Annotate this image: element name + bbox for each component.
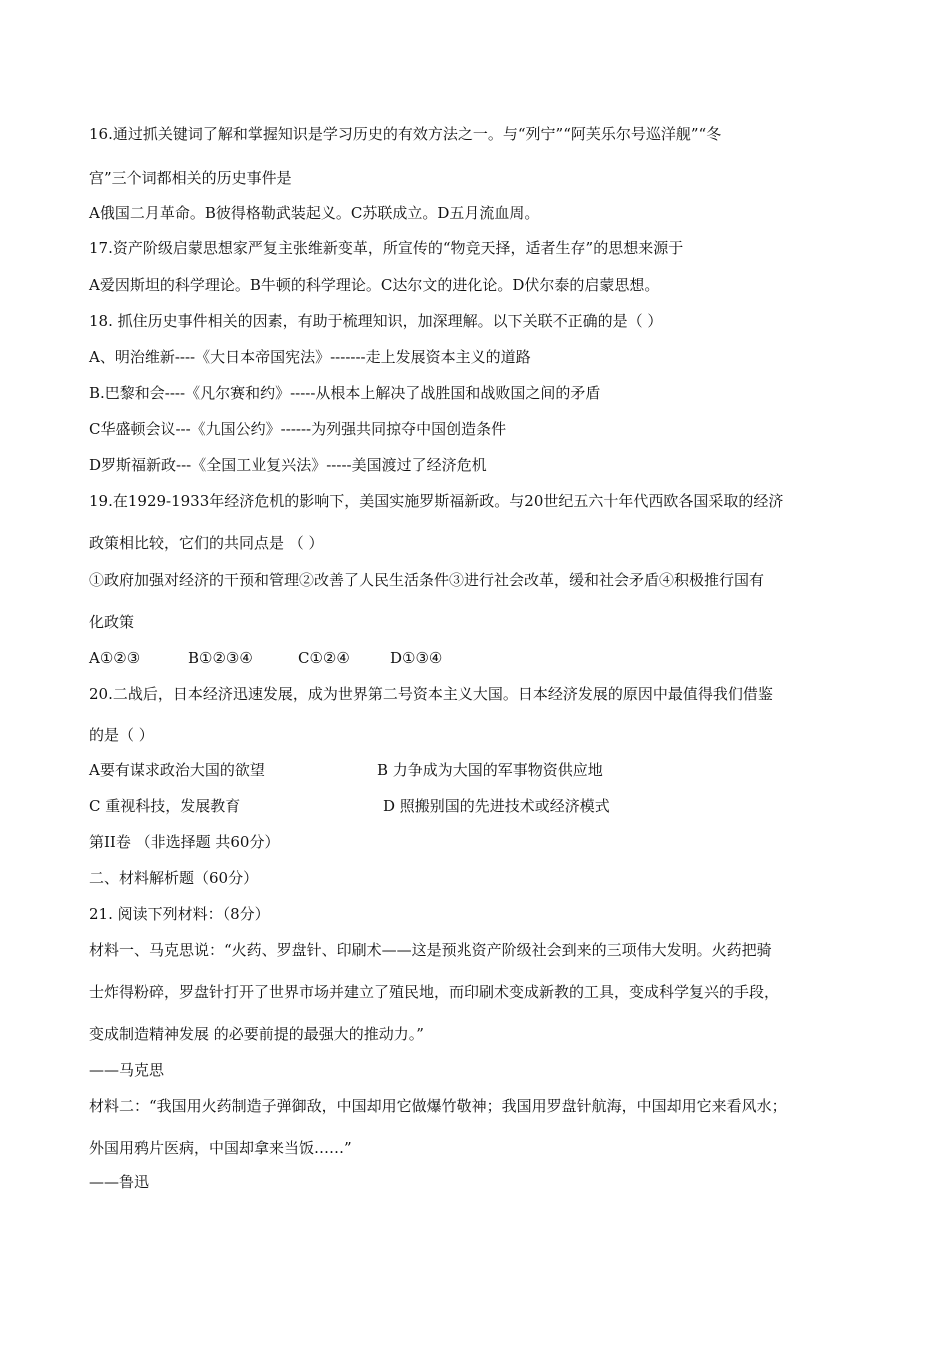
- q20-option-b: B 力争成为大国的军事物资供应地: [377, 761, 603, 779]
- q20-stem-line1: 20.二战后，日本经济迅速发展，成为世界第二号资本主义大国。日本经济发展的原因中最值得我们借鉴: [89, 685, 773, 703]
- q21-material1-line2: 士炸得粉碎，罗盘针打开了世界市场并建立了殖民地，而印刷术变成新教的工具，变成科学复兴的手段，: [89, 983, 780, 1001]
- q17-options: A爱因斯坦的科学理论。B牛顿的科学理论。C达尔文的进化论。D伏尔泰的启蒙思想。: [89, 276, 660, 294]
- q19-option-c: C①②④: [298, 649, 350, 667]
- q21-material2-source: ——鲁迅: [89, 1173, 150, 1191]
- q20-option-d: D 照搬别国的先进技术或经济模式: [383, 797, 610, 815]
- q19-option-a: A①②③: [89, 649, 141, 667]
- q18-option-c: C华盛顿会议---《九国公约》------为列强共同掠夺中国创造条件: [89, 420, 507, 438]
- q16-stem-line2: 宫”三个词都相关的历史事件是: [89, 169, 292, 187]
- q18-option-d: D罗斯福新政---《全国工业复兴法》-----美国渡过了经济危机: [89, 456, 487, 474]
- q18-option-a: A、明治维新----《大日本帝国宪法》-------走上发展资本主义的道路: [89, 348, 531, 366]
- volume-two-heading: 第II卷 （非选择题 共60分）: [89, 833, 280, 851]
- section-two-heading: 二、材料解析题（60分）: [89, 869, 259, 887]
- q19-option-b: B①②③④: [188, 649, 253, 667]
- q19-stem-line2: 政策相比较，它们的共同点是 （ ）: [89, 534, 324, 552]
- q21-material1-source: ——马克思: [89, 1061, 165, 1079]
- q19-stem-line1: 19.在1929-1933年经济危机的影响下，美国实施罗斯福新政。与20世纪五六十年代西欧各国采取的经济: [89, 492, 784, 510]
- q21-material1-line1: 材料一、马克思说：“火药、罗盘针、印刷术——这是预兆资产阶级社会到来的三项伟大发明。火药把骑: [89, 941, 772, 959]
- q16-options: A俄国二月革命。B彼得格勒武装起义。C苏联成立。D五月流血周。: [89, 204, 540, 222]
- q20-stem-line2: 的是（ ）: [89, 726, 154, 744]
- q21-material2-line1: 材料二：“我国用火药制造子弹御敌，中国却用它做爆竹敬神；我国用罗盘针航海，中国却用它来看风水；: [89, 1097, 787, 1115]
- q21-material2-line2: 外国用鸦片医病，中国却拿来当饭……”: [89, 1139, 352, 1157]
- q19-option-d: D①③④: [390, 649, 443, 667]
- q16-stem-line1: 16.通过抓关键词了解和掌握知识是学习历史的有效方法之一。与“列宁”“阿芙乐尔号巡洋舰”“冬: [89, 125, 722, 143]
- q21-material1-line3: 变成制造精神发展 的必要前提的最强大的推动力。”: [89, 1025, 424, 1043]
- q18-stem: 18. 抓住历史事件相关的因素，有助于梳理知识，加深理解。以下关联不正确的是（ ）: [89, 312, 663, 330]
- q20-option-a: A要有谋求政治大国的欲望: [89, 761, 265, 779]
- q20-option-c: C 重视科技，发展教育: [89, 797, 241, 815]
- q19-statements-line1: ①政府加强对经济的干预和管理②改善了人民生活条件③进行社会改革，缓和社会矛盾④积极推行国有: [89, 571, 765, 589]
- q19-statements-line2: 化政策: [89, 613, 135, 631]
- q18-option-b: B.巴黎和会----《凡尔赛和约》-----从根本上解决了战胜国和战败国之间的矛盾: [89, 384, 601, 402]
- q21-title: 21. 阅读下列材料：（8分）: [89, 905, 270, 923]
- q17-stem: 17.资产阶级启蒙思想家严复主张维新变革，所宣传的“物竞天择，适者生存”的思想来源于: [89, 239, 684, 257]
